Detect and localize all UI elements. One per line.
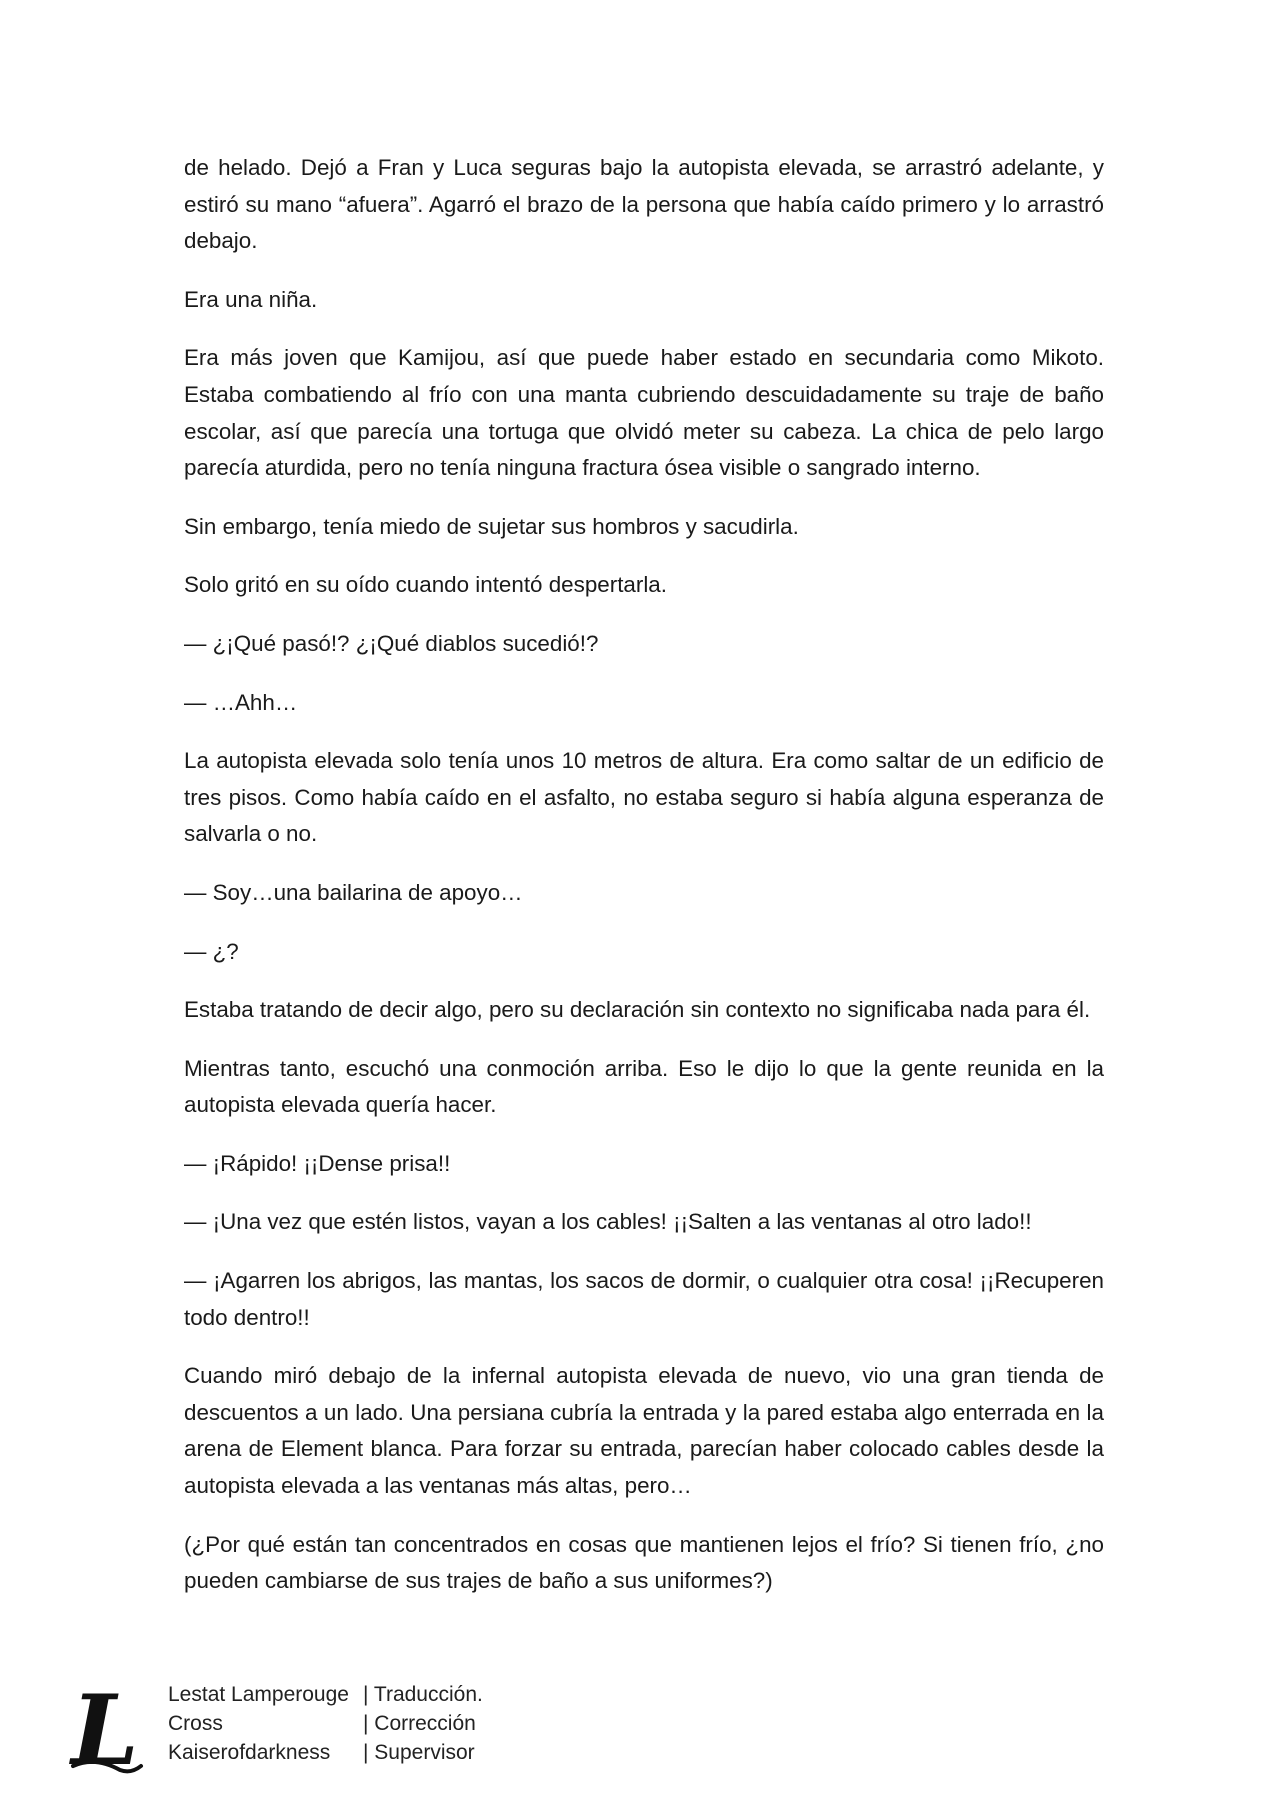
paragraph: Mientras tanto, escuchó una conmoción arriba. Eso le dijo lo que la gente reunida en la autopista elevada quería hacer. — [184, 1055, 1104, 1118]
credits-list — [168, 1680, 483, 1767]
paragraph: Solo gritó en su oído cuando intentó despertarla. — [184, 572, 667, 598]
paragraph: Cuando miró debajo de la infernal autopista elevada de nuevo, vio una gran tienda de descuentos a un lado. Una persiana cubría la entrada y la pared estaba algo enterrada en la arena de Element blanca. Para forzar su entrada, parecían haber colocado cables desde la autopista elevada a las ventanas más altas, pero… — [184, 1363, 1104, 1499]
paragraph: Sin embargo, tenía miedo de sujetar sus hombros y sacudirla. — [184, 513, 799, 539]
dialogue-line: — ¡Rápido! ¡¡Dense prisa!! — [184, 1150, 451, 1176]
credit-row — [168, 1709, 483, 1738]
dialogue-line: — ¡Una vez que estén listos, vayan a los cables! ¡¡Salten a las ventanas al otro lado!! — [184, 1209, 1032, 1235]
dialogue-line: — ¡Agarren los abrigos, las mantas, los sacos de dormir, o cualquier otra cosa! ¡¡Recuperen todo dentro!! — [184, 1268, 1104, 1330]
credit-role: | Supervisor — [363, 1741, 475, 1764]
paragraph: Estaba tratando de decir algo, pero su declaración sin contexto no significaba nada para él. — [184, 997, 1091, 1023]
paragraph: Era una niña. — [184, 286, 318, 312]
paragraph: (¿Por qué están tan concentrados en cosas que mantienen lejos el frío? Si tienen frío, ¿no pueden cambiarse de sus trajes de baño a sus uniformes?) — [184, 1531, 1104, 1594]
paragraph: La autopista elevada solo tenía unos 10 metros de altura. Era como saltar de un edificio de tres pisos. Como había caído en el asfalto, no estaba seguro si había alguna esperanza de salvarla o no. — [184, 748, 1104, 847]
paragraph: de helado. Dejó a Fran y Luca seguras bajo la autopista elevada, se arrastró adelante, y estiró su mano “afuera”. Agarró el brazo de la persona que había caído primero y lo arrastró debajo. — [184, 155, 1104, 254]
dialogue-line: — ¿? — [184, 938, 239, 964]
credit-name: Kaiserofdarkness — [168, 1741, 331, 1764]
dialogue-line: — …Ahh… — [184, 689, 298, 715]
credit-name: Cross — [168, 1712, 223, 1735]
svg-text:L: L — [71, 1686, 139, 1776]
credit-row — [168, 1680, 483, 1709]
credit-name: Lestat Lamperouge — [168, 1683, 349, 1706]
credit-role: | Corrección — [363, 1712, 476, 1735]
l-logo-icon — [65, 1686, 145, 1776]
paragraph: Era más joven que Kamijou, así que puede haber estado en secundaria como Mikoto. Estaba combatiendo al frío con una manta cubriendo descuidadamente su traje de baño escolar, así que parecía una tortuga que olvidó meter su cabeza. La chica de pelo largo parecía aturdida, pero no tenía ninguna fractura ósea visible o sangrado interno. — [184, 345, 1104, 481]
credit-role: | Traducción. — [363, 1683, 483, 1706]
dialogue-line: — ¿¡Qué pasó!? ¿¡Qué diablos sucedió!? — [184, 630, 599, 656]
credits-footer — [60, 1680, 760, 1790]
dialogue-line: — Soy…una bailarina de apoyo… — [184, 879, 523, 905]
page-body — [184, 150, 1104, 1622]
credit-row — [168, 1738, 483, 1767]
